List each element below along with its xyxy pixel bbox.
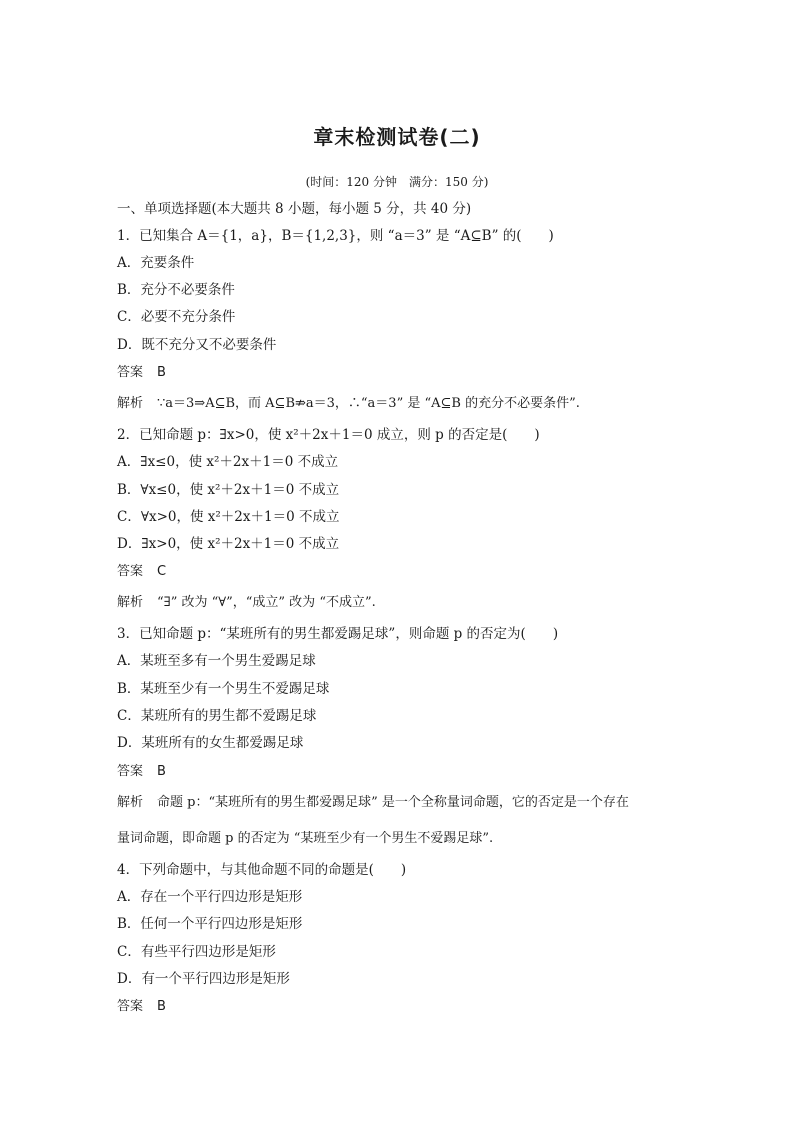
question-3-option-d: D．某班所有的女生都爱踢足球 — [117, 735, 304, 751]
analysis-label: 解析 — [117, 396, 144, 411]
answer-value: B — [157, 365, 166, 380]
question-4-option-d: D．有一个平行四边形是矩形 — [117, 971, 290, 987]
question-1-analysis — [117, 394, 580, 413]
answer-label: 答案 — [117, 764, 144, 779]
answer-value: B — [157, 764, 166, 779]
question-1-option-c: C．必要不充分条件 — [117, 309, 236, 325]
question-2-option-a: A．∃x≤0，使 x²＋2x＋1＝0 不成立 — [117, 454, 339, 470]
question-2-option-d: D．∃x>0，使 x²＋2x＋1＝0 不成立 — [117, 536, 340, 552]
question-2-option-b: B．∀x≤0，使 x²＋2x＋1＝0 不成立 — [117, 482, 340, 498]
section-heading: 一、单项选择题(本大题共 8 小题，每小题 5 分，共 40 分) — [117, 201, 472, 217]
question-3-option-b: B．某班至少有一个男生不爱踢足球 — [117, 681, 330, 697]
question-1-option-b: B．充分不必要条件 — [117, 282, 235, 298]
answer-value: B — [157, 999, 166, 1014]
question-4-answer — [117, 997, 166, 1016]
question-1-answer — [117, 363, 166, 382]
question-3-analysis-line-1 — [117, 793, 629, 812]
question-3-option-a: A．某班至多有一个男生爱踢足球 — [117, 653, 316, 669]
analysis-text: “∃” 改为 “∀”，“成立” 改为 “不成立”. — [157, 595, 376, 610]
question-1-option-a: A．充要条件 — [117, 255, 195, 271]
analysis-label: 解析 — [117, 595, 144, 610]
analysis-text: 量词命题，即命题 p 的否定为 “某班至少有一个男生不爱踢足球”. — [117, 831, 494, 846]
answer-value: C — [157, 564, 167, 579]
question-4-option-a: A．存在一个平行四边形是矩形 — [117, 889, 303, 905]
question-3-answer — [117, 762, 166, 781]
answer-label: 答案 — [117, 999, 144, 1014]
answer-label: 答案 — [117, 365, 144, 380]
exam-time-score: (时间：120 分钟 满分：150 分) — [305, 175, 489, 189]
question-4-stem: 4．下列命题中，与其他命题不同的命题是( ) — [117, 862, 407, 878]
question-2-stem: 2．已知命题 p：∃x>0，使 x²＋2x＋1＝0 成立，则 p 的否定是( ) — [117, 427, 540, 443]
question-1-stem: 1．已知集合 A＝{1，a}，B＝{1,2,3}，则 “a＝3” 是 “A⊆B” 的( ) — [117, 228, 554, 244]
question-2-answer — [117, 562, 166, 581]
question-3-option-c: C．某班所有的男生都不爱踢足球 — [117, 708, 317, 724]
analysis-text: 命题 p：“某班所有的男生都爱踢足球” 是一个全称量词命题，它的否定是一个存在 — [157, 795, 629, 810]
page-title: 章末检测试卷(二) — [313, 125, 481, 149]
analysis-text: ∵a＝3⇒A⊆B，而 A⊆B⇏a＝3，∴“a＝3” 是 “A⊆B 的充分不必要条件”. — [157, 396, 580, 411]
question-1-option-d: D．既不充分又不必要条件 — [117, 337, 277, 353]
question-3-analysis-line-2 — [117, 829, 493, 848]
question-4-option-b: B．任何一个平行四边形是矩形 — [117, 916, 303, 932]
question-2-analysis — [117, 593, 376, 612]
question-2-option-c: C．∀x>0，使 x²＋2x＋1＝0 不成立 — [117, 509, 340, 525]
question-3-stem: 3．已知命题 p：“某班所有的男生都爱踢足球”，则命题 p 的否定为( ) — [117, 626, 559, 642]
question-4-option-c: C．有些平行四边形是矩形 — [117, 944, 276, 960]
analysis-label: 解析 — [117, 795, 144, 810]
answer-label: 答案 — [117, 564, 144, 579]
